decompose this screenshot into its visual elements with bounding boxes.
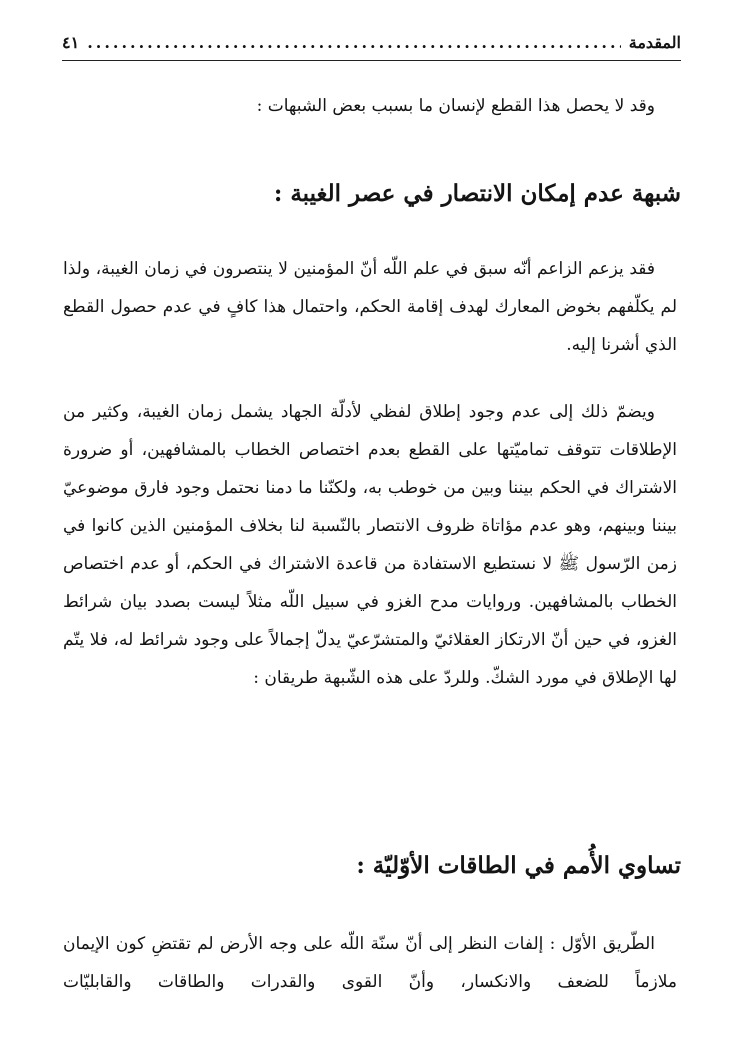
dot-leader bbox=[87, 30, 621, 56]
header-rule bbox=[62, 60, 681, 61]
intro-line: وقد لا يحصل هذا القطع لإنسان ما بسبب بعض الشبهات : bbox=[256, 96, 655, 116]
running-header bbox=[62, 30, 681, 56]
paragraph-2: ويضمّ ذلك إلى عدم وجود إطلاق لفظي لأدلّة الجهاد يشمل زمان الغيبة، وكثير من الإطلاقات تتوقف تماميّتها على القطع بعدم اختصاص الخطاب بالمشافهين، أو ضرورة الاشتراك في الحكم بيننا وبين من خوطب به، ولكنّنا ما دمنا نحتمل وجود فارق موضوعيّ بيننا وبينهم، وهو عدم مؤاتاة ظروف الانتصار بالنّسبة لنا بخلاف المؤمنين الذين كانوا في زمن الرّسول ﷺ لا نستطيع الاستفادة من قاعدة الاشتراك في الحكم، أو عدم اختصاص الخطاب بالمشافهين. وروايات مدح الغزو في سبيل اللّه مثلاً ليست بصدد بيان شرائط الغزو، في حين أنّ الارتكاز العقلائيّ والمتشرّعيّ يدلّ إجمالاً على وجود شرائط له، فلا يتّم لها الإطلاق في مورد الشكّ. وللردّ على هذه الشّبهة طريقان : bbox=[63, 402, 677, 688]
section-heading-2: تساوي الأُمم في الطاقات الأوّليّة : bbox=[356, 852, 681, 879]
page-number: ٤١ bbox=[62, 33, 80, 52]
paragraph-3: الطّريق الأوّل : إلفات النظر إلى أنّ سنّة اللّه على وجه الأرض لم تقتضِ كون الإيمان ملازماً للضعف والانكسار، وأنّ القوى والقدرات والطاقات والقابليّات bbox=[63, 934, 677, 992]
paragraph-1: فقد يزعم الزاعم أنّه سبق في علم اللّه أنّ المؤمنين لا ينتصرون في زمان الغيبة، ولذا لم يكلّفهم بخوض المعارك لهدف إقامة الحكم، واحتمال هذا كافٍ في عدم حصول القطع الذي أشرنا إليه. bbox=[63, 259, 677, 355]
section-heading-1: شبهة عدم إمكان الانتصار في عصر الغيبة : bbox=[273, 180, 681, 207]
section-title: المقدمة bbox=[628, 33, 681, 52]
